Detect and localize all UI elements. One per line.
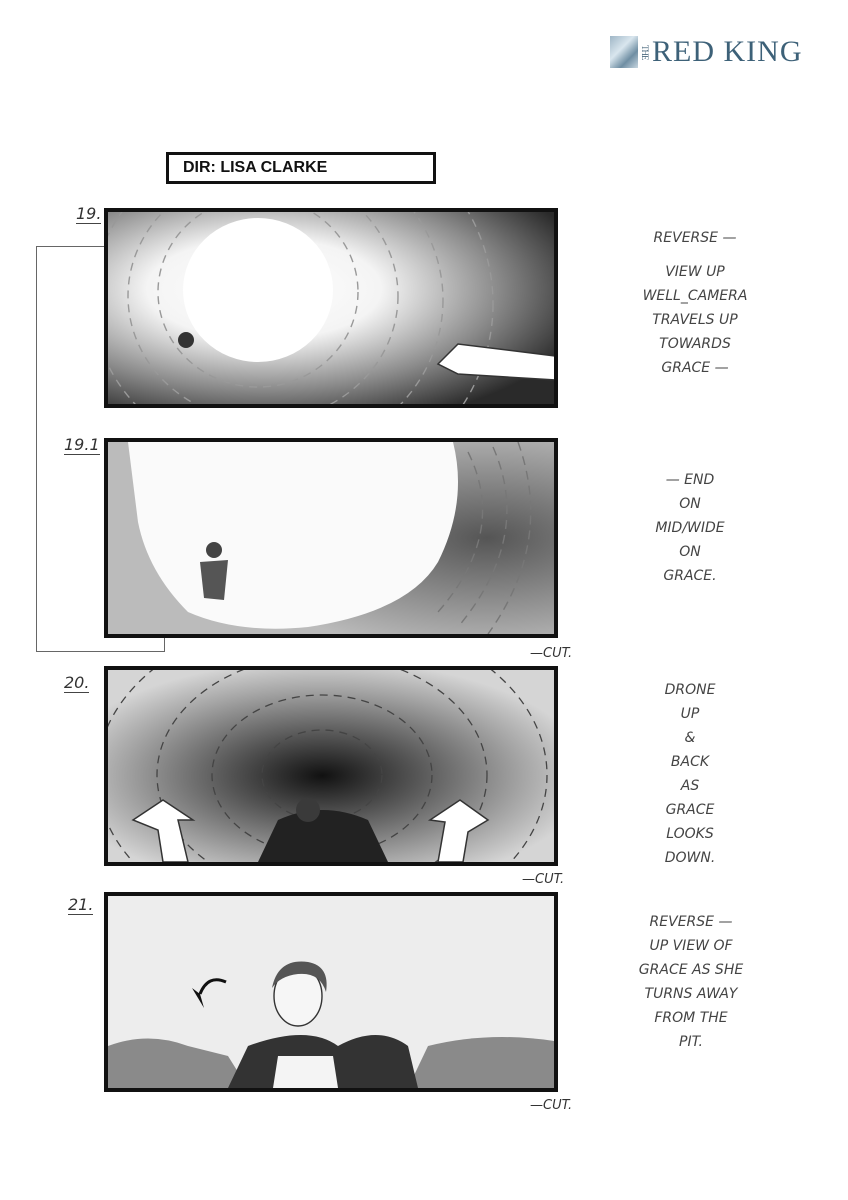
panel-notes (630, 678, 750, 870)
logo-image-icon (610, 36, 638, 68)
note-line: GRACE AS SHE (638, 962, 744, 978)
cut-label: —CUT. (530, 646, 573, 661)
note-line: REVERSE — (653, 230, 737, 246)
note-line (620, 250, 770, 260)
note-line: TOWARDS (659, 336, 731, 352)
panel-notes (606, 910, 776, 1054)
shot-number: 19. (76, 204, 102, 223)
panel-notes (620, 468, 760, 588)
note-line: GRACE — (661, 360, 729, 376)
logo-prefix: THE (640, 44, 650, 60)
logo (610, 34, 820, 70)
note-line: REVERSE — (649, 914, 733, 930)
note-line: MID/WIDE (655, 520, 725, 536)
director-label: DIR: LISA CLARKE (166, 152, 436, 184)
logo-title: RED KING (652, 35, 803, 68)
note-line: DOWN. (664, 850, 716, 866)
cut-label: —CUT. (530, 1098, 573, 1113)
storyboard-panel (104, 438, 558, 638)
note-line: ON (679, 544, 701, 560)
note-line: UP (680, 706, 700, 722)
storyboard-panel (104, 892, 558, 1092)
shot-number: 19.1 (64, 435, 100, 454)
note-line: LOOKS (666, 826, 714, 842)
storyboard-panel (104, 666, 558, 866)
note-line: WELL_CAMERA (642, 288, 748, 304)
grace-turns-away-drawing (108, 896, 554, 1088)
note-line: AS (680, 778, 700, 794)
note-line: UP VIEW OF (649, 938, 733, 954)
note-line: TRAVELS UP (652, 312, 738, 328)
shot-number: 20. (64, 673, 90, 692)
shot-number: 21. (68, 895, 94, 914)
well-mid-wide-drawing (108, 442, 554, 634)
note-line: & (684, 730, 696, 746)
cut-label: —CUT. (522, 872, 565, 887)
note-line: VIEW UP (665, 264, 725, 280)
note-line: DRONE (664, 682, 716, 698)
note-line: FROM THE (654, 1010, 728, 1026)
note-line: GRACE. (663, 568, 717, 584)
well-view-up-drawing (108, 212, 554, 404)
well-drone-up-drawing (108, 670, 554, 862)
note-line: PIT. (679, 1034, 703, 1050)
note-line: TURNS AWAY (644, 986, 738, 1002)
note-line: BACK (670, 754, 710, 770)
note-line: — END (665, 472, 715, 488)
panel-notes (620, 226, 770, 380)
note-line: GRACE (665, 802, 715, 818)
storyboard-panel (104, 208, 558, 408)
note-line: ON (679, 496, 701, 512)
